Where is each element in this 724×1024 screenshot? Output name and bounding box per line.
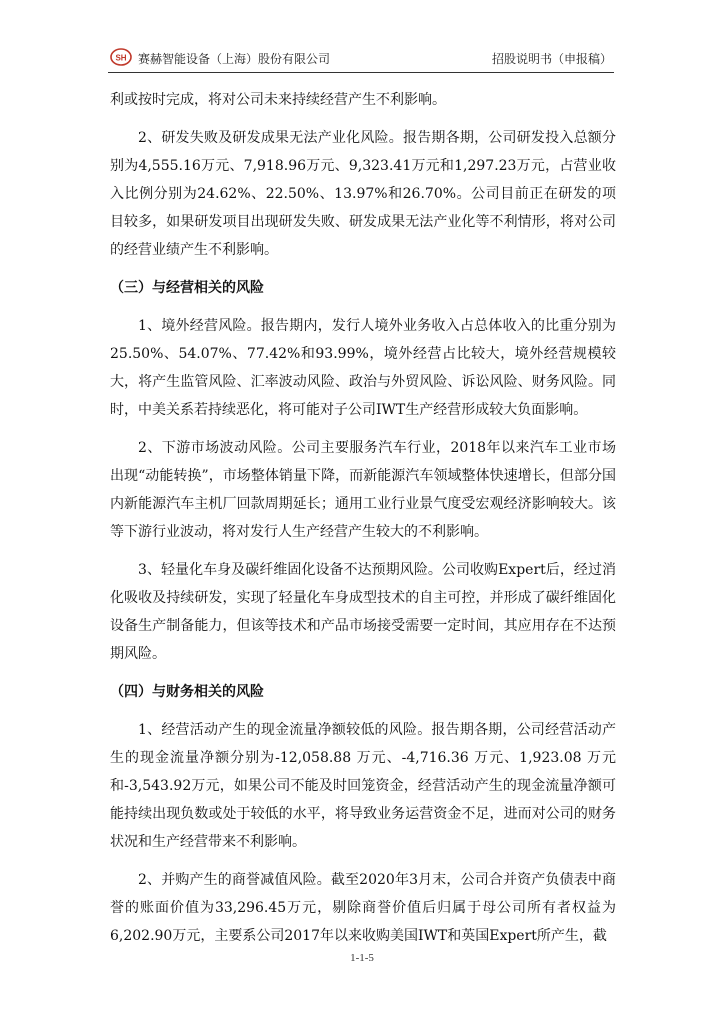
paragraph-continuation: 利或按时完成，将对公司未来持续经营产生不利影响。 — [110, 92, 446, 108]
paragraph-cashflow-risk: 1、经营活动产生的现金流量净额较低的风险。报告期各期，公司经营活动产生的现金流量净额分别为-12,058.88 万元、-4,716.36 万元、1,923.08 万元和-3,543.92万元，如果公司不能及时回笼资金，经营活动产生的现金流量净额可能持续出现负数或处于较低的水平，将导致业务运营资金不足，进而对公司的财务状况和生产经营带来不利影响。 — [110, 722, 616, 850]
paragraph-downstream-risk: 2、下游市场波动风险。公司主要服务汽车行业，2018年以来汽车工业市场出现“动能转换”，市场整体销量下降，而新能源汽车领域整体快速增长，但部分国内新能源汽车主机厂回款周期延长；通用工业行业景气度受宏观经济影响较大。该等下游行业波动，将对发行人生产经营产生较大的不利影响。 — [110, 440, 616, 540]
company-logo-icon — [110, 48, 132, 66]
page-header — [108, 46, 614, 73]
page-number: 1-1-5 — [350, 952, 374, 964]
company-name: 赛赫智能设备（上海）股份有限公司 — [138, 52, 331, 66]
svg-text:SH: SH — [115, 53, 127, 63]
paragraph-lightweight-risk: 3、轻量化车身及碳纤维固化设备不达预期风险。公司收购Expert后，经过消化吸收及持续研发，实现了轻量化车身成型技术的自主可控，并形成了碳纤维固化设备生产制备能力，但该等技术和产品市场接受需要一定时间，其应用存在不达预期风险。 — [110, 562, 616, 662]
paragraph-goodwill-risk: 2、并购产生的商誉减值风险。截至2020年3月末，公司合并资产负债表中商誉的账面价值为33,296.45万元，剔除商誉价值后归属于母公司所有者权益为6,202.90万元，主要系公司2017年以来收购美国IWT和英国Expert所产生，截 — [110, 872, 616, 944]
document-body — [110, 86, 616, 950]
section-heading-financial-risk: （四）与财务相关的风险 — [110, 684, 264, 700]
section-heading-operating-risk: （三）与经营相关的风险 — [110, 280, 264, 296]
document-title: 招股说明书（申报稿） — [491, 52, 612, 66]
paragraph-rd-risk: 2、研发失败及研发成果无法产业化风险。报告期各期，公司研发投入总额分别为4,555.16万元、7,918.96万元、9,323.41万元和1,297.23万元，占营业收入比例分别为24.62%、22.50%、13.97%和26.70%。公司目前正在研发的项目较多，如果研发项目出现研发失败、研发成果无法产业化等不利情形，将对公司的经营业绩产生不利影响。 — [110, 130, 616, 258]
paragraph-overseas-risk: 1、境外经营风险。报告期内，发行人境外业务收入占总体收入的比重分别为25.50%、54.07%、77.42%和93.99%，境外经营占比较大，境外经营规模较大，将产生监管风险、汇率波动风险、政治与外贸风险、诉讼风险、财务风险。同时，中美关系若持续恶化，将可能对子公司IWT生产经营形成较大负面影响。 — [110, 318, 616, 418]
